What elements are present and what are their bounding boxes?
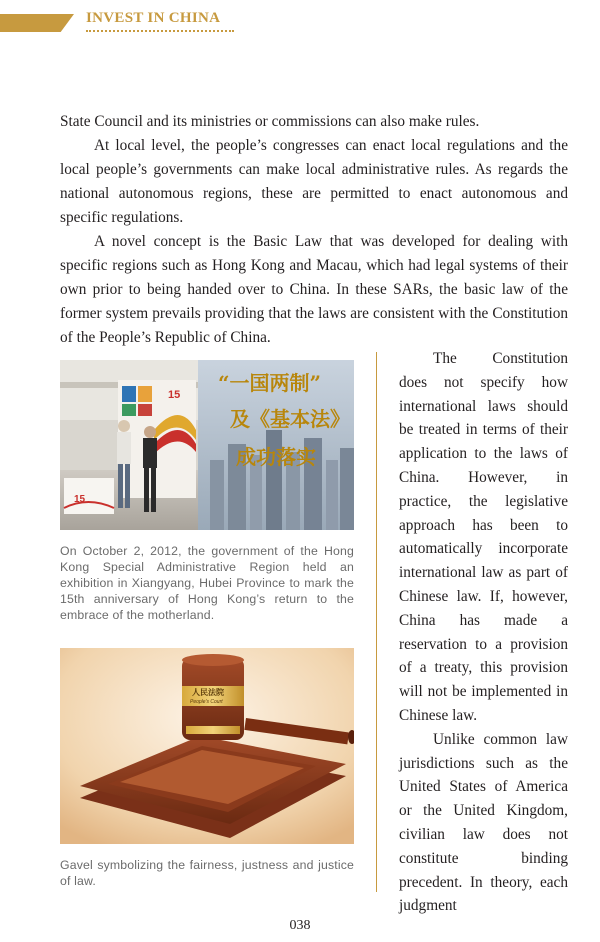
- column-divider: [376, 352, 377, 892]
- exhibition-photo: [60, 360, 354, 530]
- main-body-text: [60, 110, 568, 350]
- paragraph-3: A novel concept is the Basic Law that was developed for dealing with specific regions such as Hong Kong and Macau, which had legal systems of their own prior to being handed over to China. In these SARs, the basic law of the former system prevails providing that the laws are consistent with the Constitution of the People’s Republic of China.: [60, 233, 568, 346]
- section-title: INVEST IN CHINA: [86, 10, 221, 26]
- svg-text:15: 15: [74, 494, 86, 505]
- banner-line-3: 成功落实: [236, 445, 316, 469]
- gavel-caption: Gavel symbolizing the fairness, justness and justice of law.: [60, 858, 354, 888]
- banner-line-1: “一国两制”: [218, 371, 322, 395]
- gavel-plaque-subtext: People's Court: [190, 699, 223, 705]
- paragraph-2: At local level, the people’s congresses can enact local regulations and the local people’s governments can make local administrative rules. As regards the national autonomous regions, these are permitted to enact autonomous and specific regulations.: [60, 137, 568, 226]
- right-paragraph-2: Unlike common law jurisdictions such as the United States of America or the United Kingdom, civilian law does not constitute binding precedent. In theory, each judgment: [399, 730, 568, 915]
- exhibition-caption: On October 2, 2012, the government of the Hong Kong Special Administrative Region held an exhibition in Xiangyang, Hubei Province to mark the 15th anniversary of Hong Kong’s return to the embrace of the motherland.: [60, 544, 354, 622]
- right-column-text: [399, 347, 568, 918]
- paragraph-1: State Council and its ministries or commissions can also make rules.: [60, 113, 480, 130]
- right-paragraph-1: The Constitution does not specify how international laws should be treated in terms of their application to the laws of China. However, in practice, the legislative approach has been to automatically incorporate international law as part of Chinese law. If, however, China has made a reservation to a provision of a treaty, this provision will not be implemented in Chinese law.: [399, 350, 568, 724]
- header-accent-bar: [0, 14, 74, 32]
- booth-logo-text: 15: [168, 389, 181, 401]
- banner-line-2: 及《基本法》: [230, 407, 350, 431]
- gavel-photo: [60, 648, 354, 844]
- page-number: 038: [289, 918, 311, 933]
- gavel-plaque-text: 人民法院: [192, 688, 224, 697]
- header-dotted-rule: [86, 30, 234, 32]
